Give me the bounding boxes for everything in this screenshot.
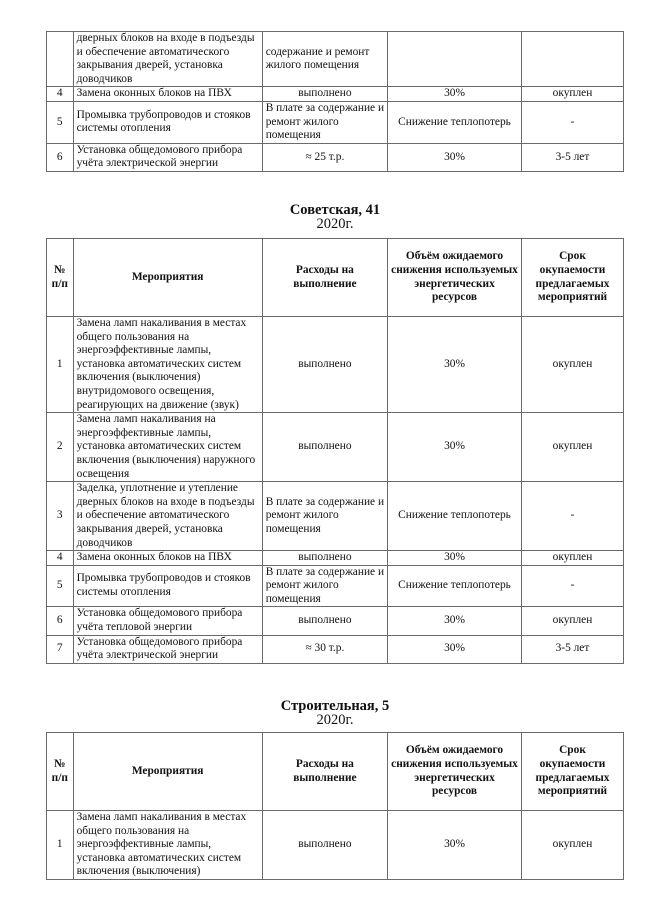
cell-number: 7 — [47, 635, 74, 663]
cell-action: Промывка трубопроводов и стояков системы отопления — [73, 101, 262, 143]
cell-payback: окуплен — [521, 317, 623, 413]
cell-volume: Снижение теплопотерь — [388, 101, 522, 143]
cell-action: Замена оконных блоков на ПВХ — [73, 551, 262, 566]
cell-payback — [521, 32, 623, 87]
section-year: 2020г. — [316, 711, 354, 728]
cell-action: Замена ламп накаливания в местах общего пользования на энергоэффективные лампы, установка автоматических систем включения (выключения) — [73, 811, 262, 880]
cell-action: Замена ламп накаливания в местах общего пользования на энергоэффективные лампы, установка автоматических систем включения (выключения) внутридомового освещения, реагирующих на движение (звук) — [73, 317, 262, 413]
cell-number: 4 — [47, 551, 74, 566]
header-volume: Объём ожидаемого снижения используемых энергетических ресурсов — [388, 733, 522, 811]
cell-volume — [388, 32, 522, 87]
cell-volume: 30% — [388, 551, 522, 566]
cell-action: Заделка, уплотнение и утепление дверных блоков на входе в подъезды и обеспечение автоматического закрывания дверей, установка доводчиков — [73, 482, 262, 551]
cell-cost: ≈ 30 т.р. — [262, 635, 387, 663]
cell-number: 2 — [47, 413, 74, 482]
cell-payback: окуплен — [521, 413, 623, 482]
cell-payback: 3-5 лет — [521, 635, 623, 663]
cell-volume: Снижение теплопотерь — [388, 565, 522, 607]
table-row — [47, 635, 624, 663]
table-row — [47, 551, 624, 566]
table-row — [47, 565, 624, 607]
header-cost: Расходы на выполнение — [262, 239, 387, 317]
header-volume: Объём ожидаемого снижения используемых энергетических ресурсов — [388, 239, 522, 317]
cell-action: Установка общедомового прибора учёта электрической энергии — [73, 143, 262, 171]
table-row — [47, 87, 624, 102]
cell-payback: - — [521, 101, 623, 143]
header-num: № п/п — [47, 239, 74, 317]
cell-volume: 30% — [388, 635, 522, 663]
cell-cost: ≈ 25 т.р. — [262, 143, 387, 171]
cell-cost: выполнено — [262, 551, 387, 566]
cell-volume: 30% — [388, 607, 522, 635]
cell-number: 5 — [47, 101, 74, 143]
cell-volume: Снижение теплопотерь — [388, 482, 522, 551]
cell-payback: окуплен — [521, 607, 623, 635]
cell-cost: содержание и ремонт жилого помещения — [262, 32, 387, 87]
cell-volume: 30% — [388, 811, 522, 880]
table-row — [47, 413, 624, 482]
cell-number: 3 — [47, 482, 74, 551]
header-payback: Срок окупаемости предлагаемых мероприятий — [521, 239, 623, 317]
cell-number: 6 — [47, 607, 74, 635]
table-row — [47, 317, 624, 413]
cell-volume: 30% — [388, 413, 522, 482]
table-row — [47, 101, 624, 143]
cell-payback: окуплен — [521, 811, 623, 880]
section-heading-sovetskaya — [0, 204, 650, 231]
cell-number: 1 — [47, 811, 74, 880]
cell-cost: В плате за содержание и ремонт жилого помещения — [262, 101, 387, 143]
cell-volume: 30% — [388, 317, 522, 413]
header-num: № п/п — [47, 733, 74, 811]
header-action: Мероприятия — [73, 239, 262, 317]
cell-cost: выполнено — [262, 811, 387, 880]
cell-cost: выполнено — [262, 607, 387, 635]
table-sovetskaya-41 — [46, 238, 624, 664]
cell-payback: окуплен — [521, 87, 623, 102]
table-header-row — [47, 733, 624, 811]
section-address: Советская, 41 — [289, 202, 381, 218]
cell-number: 1 — [47, 317, 74, 413]
top-table-continuation — [46, 31, 624, 172]
cell-number: 4 — [47, 87, 74, 102]
cell-number: 5 — [47, 565, 74, 607]
cell-action: Установка общедомового прибора учёта тепловой энергии — [73, 607, 262, 635]
table-row — [47, 482, 624, 551]
cell-action: Установка общедомового прибора учёта электрической энергии — [73, 635, 262, 663]
cell-payback: - — [521, 482, 623, 551]
table-row — [47, 811, 624, 880]
cell-action: Замена оконных блоков на ПВХ — [73, 87, 262, 102]
section-heading-stroitelnaya — [0, 700, 650, 727]
cell-payback: - — [521, 565, 623, 607]
cell-payback: окуплен — [521, 551, 623, 566]
cell-volume: 30% — [388, 143, 522, 171]
table-header-row — [47, 239, 624, 317]
cell-cost: В плате за содержание и ремонт жилого помещения — [262, 565, 387, 607]
cell-number — [47, 32, 74, 87]
header-action: Мероприятия — [73, 733, 262, 811]
cell-cost: выполнено — [262, 317, 387, 413]
cell-cost: выполнено — [262, 413, 387, 482]
cell-cost: выполнено — [262, 87, 387, 102]
cell-action: Промывка трубопроводов и стояков системы отопления — [73, 565, 262, 607]
cell-number: 6 — [47, 143, 74, 171]
cell-action: Замена ламп накаливания на энергоэффективные лампы, установка автоматических систем включения (выключения) наружного освещения — [73, 413, 262, 482]
table-row — [47, 32, 624, 87]
section-year: 2020г. — [316, 215, 354, 232]
header-cost: Расходы на выполнение — [262, 733, 387, 811]
section-address: Строительная, 5 — [280, 698, 390, 714]
cell-cost: В плате за содержание и ремонт жилого помещения — [262, 482, 387, 551]
cell-action: дверных блоков на входе в подъезды и обеспечение автоматического закрывания дверей, установка доводчиков — [73, 32, 262, 87]
cell-volume: 30% — [388, 87, 522, 102]
table-row — [47, 607, 624, 635]
table-row — [47, 143, 624, 171]
header-payback: Срок окупаемости предлагаемых мероприятий — [521, 733, 623, 811]
cell-payback: 3-5 лет — [521, 143, 623, 171]
table-stroitelnaya-5 — [46, 732, 624, 880]
